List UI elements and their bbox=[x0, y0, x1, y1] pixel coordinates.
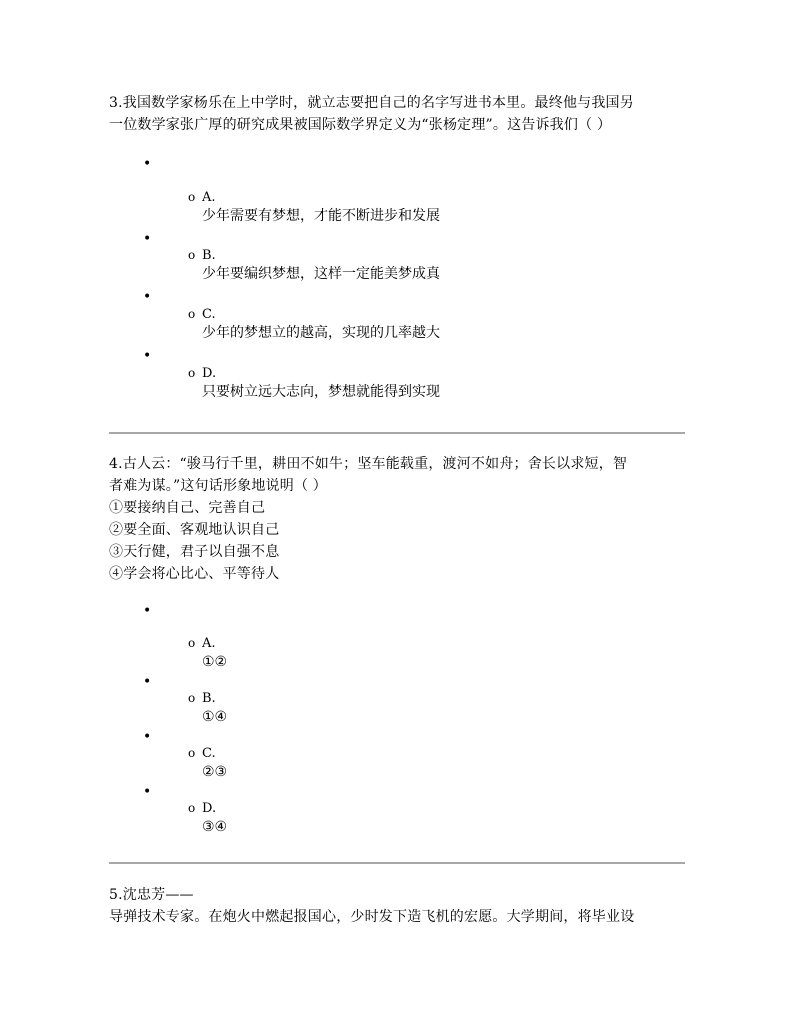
question-5 bbox=[109, 884, 689, 928]
option-letter: D. bbox=[202, 801, 217, 816]
question-4-option-d[interactable] bbox=[188, 799, 227, 837]
statement-3: ③天行健，君子以自强不息 bbox=[109, 544, 280, 560]
bullet-icon: • bbox=[143, 674, 152, 690]
section-divider bbox=[109, 432, 685, 434]
option-text: ③④ bbox=[202, 819, 228, 835]
bullet-icon: • bbox=[143, 231, 152, 247]
question-4-line-2: 者难为谋。”这句话形象地说明（ ） bbox=[109, 478, 328, 494]
option-letter: B. bbox=[202, 248, 216, 263]
option-text: 少年要编织梦想，这样一定能美梦成真 bbox=[202, 266, 440, 282]
circle-icon: o bbox=[188, 366, 196, 380]
circle-icon: o bbox=[188, 801, 196, 815]
question-5-line-2: 导弹技术专家。在炮火中燃起报国心，少时发下造飞机的宏愿。大学期间，将毕业设 bbox=[109, 909, 635, 925]
option-letter: A. bbox=[202, 190, 216, 205]
circle-icon: o bbox=[188, 746, 196, 760]
question-3-line-2: 一位数学家张广厚的研究成果被国际数学界定义为“张杨定理”。这告诉我们（ ） bbox=[109, 117, 612, 133]
option-text: ①④ bbox=[202, 709, 228, 725]
bullet-icon: • bbox=[143, 729, 152, 745]
statement-2: ②要全面、客观地认识自己 bbox=[109, 522, 280, 538]
question-4-line-1: 4.古人云：“骏马行千里，耕田不如牛；坚车能载重，渡河不如舟；舍长以求短，智 bbox=[109, 456, 628, 472]
option-text: 少年的梦想立的越高，实现的几率越大 bbox=[202, 325, 440, 341]
option-text: ②③ bbox=[202, 764, 228, 780]
option-letter: C. bbox=[202, 307, 216, 322]
bullet-icon: • bbox=[143, 348, 152, 364]
question-4-option-a[interactable] bbox=[188, 634, 227, 672]
question-3-option-c[interactable] bbox=[188, 305, 440, 343]
question-4-option-c[interactable] bbox=[188, 744, 227, 782]
bullet-icon: • bbox=[143, 603, 152, 619]
question-3-option-a[interactable] bbox=[188, 188, 440, 226]
bullet-icon: • bbox=[143, 289, 152, 305]
question-3 bbox=[109, 92, 689, 136]
question-4-option-b[interactable] bbox=[188, 689, 227, 727]
circle-icon: o bbox=[188, 307, 196, 321]
option-letter: D. bbox=[202, 366, 217, 381]
circle-icon: o bbox=[188, 248, 196, 262]
bullet-icon: • bbox=[143, 784, 152, 800]
statement-1: ①要接纳自己、完善自己 bbox=[109, 500, 266, 516]
option-text: 少年需要有梦想，才能不断进步和发展 bbox=[202, 208, 440, 224]
option-letter: C. bbox=[202, 746, 216, 761]
option-text: ①② bbox=[202, 654, 228, 670]
question-5-line-1: 5.沈忠芳—— bbox=[109, 887, 194, 903]
circle-icon: o bbox=[188, 636, 196, 650]
question-4 bbox=[109, 453, 689, 585]
bullet-icon: • bbox=[143, 156, 152, 172]
statement-4: ④学会将心比心、平等待人 bbox=[109, 566, 280, 582]
section-divider bbox=[109, 862, 685, 864]
option-text: 只要树立远大志向，梦想就能得到实现 bbox=[202, 384, 440, 400]
circle-icon: o bbox=[188, 691, 196, 705]
question-3-option-d[interactable] bbox=[188, 364, 440, 402]
option-letter: B. bbox=[202, 691, 216, 706]
question-3-option-b[interactable] bbox=[188, 246, 440, 284]
circle-icon: o bbox=[188, 190, 196, 204]
option-letter: A. bbox=[202, 636, 216, 651]
question-3-line-1: 3.我国数学家杨乐在上中学时，就立志要把自己的名字写进书本里。最终他与我国另 bbox=[109, 95, 634, 111]
